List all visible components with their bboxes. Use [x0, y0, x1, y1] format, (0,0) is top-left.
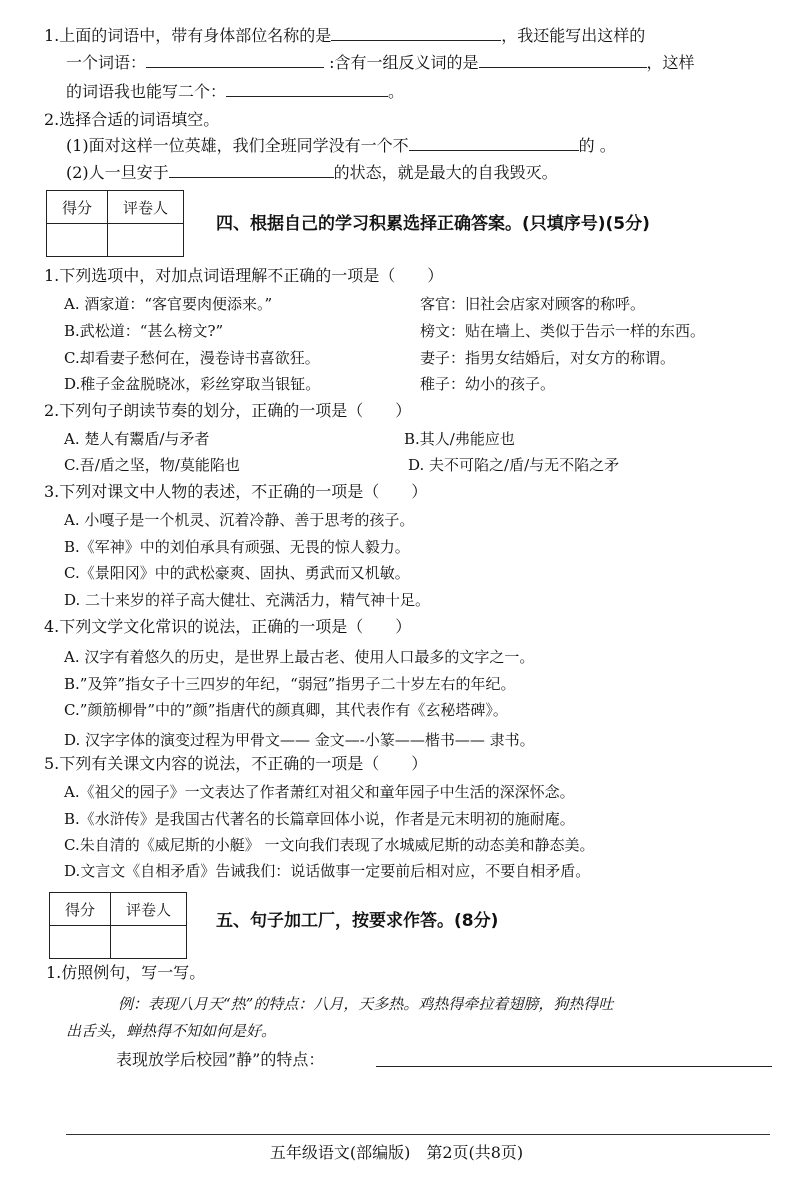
s4-q1-option-c-right: 妻子：指男女结婚后，对女方的称谓。: [420, 349, 676, 367]
s4-q5-option-a: A.《祖父的园子》一文表达了作者萧红对祖父和童年园子中生活的深深怀念。: [64, 783, 575, 801]
s4-q1-option-c-left: C.却看妻子愁何在，漫卷诗书喜欲狂。: [64, 349, 320, 367]
s4-q3-option-c: C.《景阳冈》中的武松豪爽、固执、勇武而又机敏。: [64, 564, 410, 582]
score-box: [46, 190, 184, 257]
q1-text-e: ，这样: [646, 53, 695, 72]
s4-q1: 1.下列选项中，对加点词语理解不正确的一项是（ ）: [44, 266, 444, 285]
s4-q2-option-b: B.其人/弗能应也: [404, 430, 515, 448]
s4-q1-option-a-right: 客官：旧社会店家对顾客的称呼。: [420, 295, 646, 313]
s4-q4-option-d: D. 汉字字体的演变过程为甲骨文—— 金文—-小篆——楷书—— 隶书。: [64, 731, 535, 749]
s4-q3: 3.下列对课文中人物的表述，不正确的一项是（ ）: [44, 482, 428, 501]
s4-q2-option-c: C.吾/盾之坚，物/莫能陷也: [64, 456, 240, 474]
q2-1-text-a: (1)面对这样一位英雄，我们全班同学没有一个不: [66, 136, 409, 155]
q1-text-a: 1.上面的词语中，带有身体部位名称的是: [44, 26, 332, 45]
answer-blank[interactable]: [409, 136, 579, 151]
section5-title: 五、句子加工厂，按要求作答。(8分): [216, 911, 499, 931]
score-label: 得分: [50, 893, 111, 926]
s5-example-line2: 出舌头，蝉热得不知如何是好。: [66, 1022, 277, 1040]
s4-q1-option-b-left: B.武松道：“甚么榜文?”: [64, 322, 224, 340]
q2-2-text-a: (2)人一旦安于: [66, 163, 169, 182]
s4-q1-option-a-left: A. 酒家道：“客官要肉便添来。”: [64, 295, 273, 313]
score-cell[interactable]: [47, 224, 108, 257]
answer-blank[interactable]: [226, 82, 388, 97]
s4-q4-option-a: A. 汉字有着悠久的历史，是世界上最古老、使用人口最多的文字之一。: [64, 648, 535, 666]
s4-q3-option-a: A. 小嘎子是一个机灵、沉着冷静、善于思考的孩子。: [64, 511, 415, 529]
q2-2-text-b: 的状态，就是最大的自我毁灭。: [333, 163, 558, 182]
s4-q5-option-b: B.《水浒传》是我国古代著名的长篇章回体小说，作者是元末明初的施耐庵。: [64, 810, 575, 828]
page-footer: 五年级语文(部编版) 第2页(共8页): [269, 1143, 524, 1162]
score-box: [49, 892, 187, 959]
q1-line3: [66, 82, 404, 102]
s5-example-line1: 例：表现八月天“热”的特点：八月，天多热。鸡热得牵拉着翅膀，狗热得吐: [118, 995, 614, 1013]
s4-q5: 5.下列有关课文内容的说法，不正确的一项是（ ）: [44, 754, 428, 773]
s4-q5-option-d: D.文言文《自相矛盾》告诫我们：说话做事一定要前后相对应，不要自相矛盾。: [64, 862, 591, 880]
q1-text-b: ，我还能写出这样的: [501, 26, 646, 45]
grader-cell[interactable]: [111, 926, 187, 959]
answer-blank[interactable]: [479, 53, 647, 68]
answer-blank[interactable]: [169, 163, 334, 178]
q2-title: 2.选择合适的词语填空。: [44, 110, 220, 129]
s4-q2-option-a: A. 楚人有鬻盾/与矛者: [64, 430, 210, 448]
answer-blank[interactable]: [146, 53, 324, 68]
s5-q1: 1.仿照例句，写一写。: [46, 963, 206, 982]
score-cell[interactable]: [50, 926, 111, 959]
s4-q1-option-d-left: D.稚子金盆脱晓冰，彩丝穿取当银钲。: [64, 375, 321, 393]
s5-prompt: 表现放学后校园”静”的特点：: [116, 1050, 325, 1069]
q1-text-f: 的词语我也能写二个：: [66, 82, 227, 101]
grader-label: 评卷人: [111, 893, 187, 926]
s4-q4: 4.下列文学文化常识的说法，正确的一项是（ ）: [44, 617, 412, 636]
s5-answer-line[interactable]: [376, 1066, 772, 1067]
score-label: 得分: [47, 191, 108, 224]
s4-q4-option-b: B.”及笄”指女子十三四岁的年纪，“弱冠”指男子二十岁左右的年纪。: [64, 675, 516, 693]
grader-label: 评卷人: [108, 191, 184, 224]
q1-text-c: 一个词语：: [66, 53, 147, 72]
s4-q3-option-b: B.《军神》中的刘伯承具有顽强、无畏的惊人毅力。: [64, 538, 410, 556]
q2-1: [66, 136, 616, 156]
q1-text-g: 。: [388, 82, 405, 101]
answer-blank[interactable]: [331, 26, 501, 41]
s4-q1-option-b-right: 榜文：贴在墙上、类似于告示一样的东西。: [420, 322, 706, 340]
s4-q3-option-d: D. 二十来岁的祥子高大健壮、充满活力，精气神十足。: [64, 591, 431, 609]
q2-1-text-b: 的 。: [578, 136, 616, 155]
s4-q1-option-d-right: 稚子：幼小的孩子。: [420, 375, 556, 393]
grader-cell[interactable]: [108, 224, 184, 257]
s4-q4-option-c: C.”颜筋柳骨”中的”颜”指唐代的颜真卿，其代表作有《玄秘塔碑》。: [64, 701, 508, 719]
q1-line1: [44, 26, 645, 46]
s4-q2: 2.下列句子朗读节奏的划分，正确的一项是（ ）: [44, 401, 412, 420]
s4-q5-option-c: C.朱自清的《威尼斯的小艇》 一文向我们表现了水城威尼斯的动态美和静态美。: [64, 836, 595, 854]
section4-title: 四、根据自己的学习积累选择正确答案。(只填序号)(5分): [216, 214, 650, 234]
q2-2: [66, 163, 558, 183]
q1-line2: [66, 53, 695, 73]
footer-rule: [66, 1134, 770, 1135]
q1-text-d: :含有一组反义词的是: [324, 53, 479, 72]
s4-q2-option-d: D. 夫不可陷之/盾/与无不陷之矛: [408, 456, 620, 474]
